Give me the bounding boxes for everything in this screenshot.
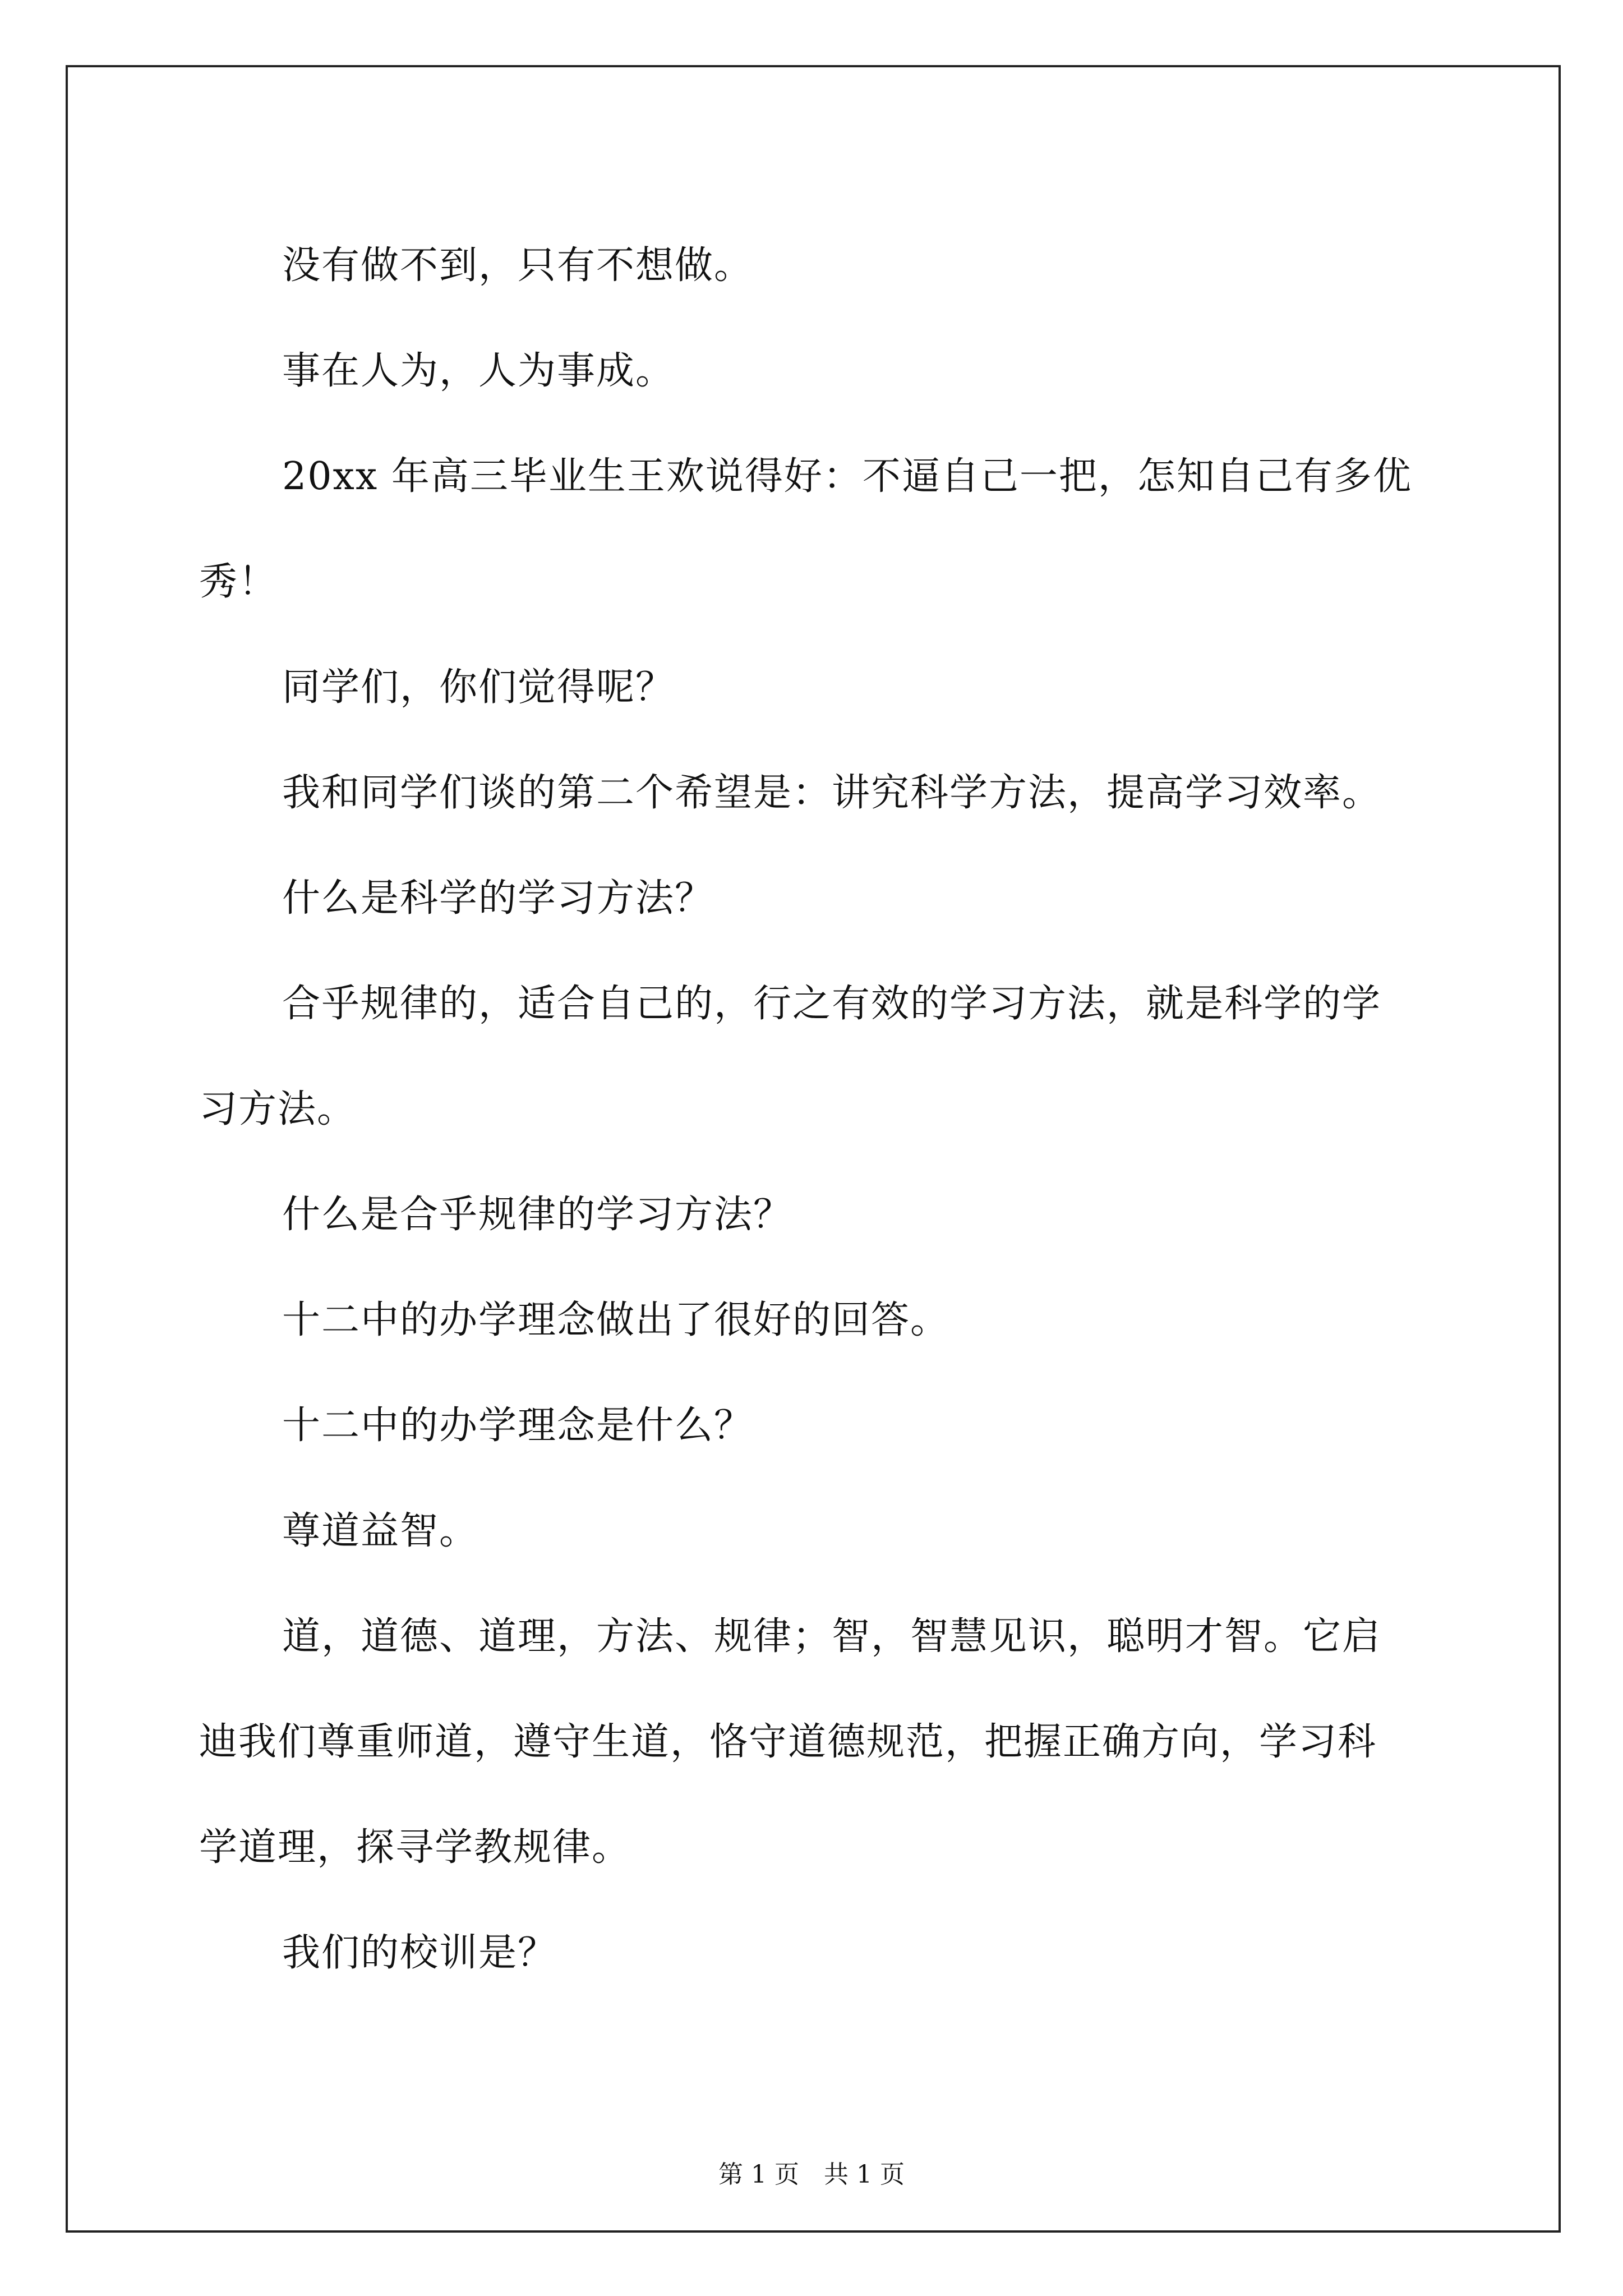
paragraph-line: 20xx 年高三毕业生王欢说得好：不逼自己一把，怎知自己有多优 <box>282 454 1412 499</box>
paragraph-line: 合乎规律的，适合自己的，行之有效的学习方法，就是科学的学 <box>282 982 1382 1026</box>
page-number-footer: 第 1 页 共 1 页 <box>718 2160 905 2189</box>
paragraph-line: 什么是合乎规律的学习方法？ <box>282 1193 793 1237</box>
document-body <box>199 213 1438 2006</box>
paragraph-line: 习方法。 <box>199 1087 357 1131</box>
paragraph-line: 没有做不到，只有不想做。 <box>282 243 754 288</box>
paragraph-line: 我和同学们谈的第二个希望是：讲究科学方法，提高学习效率。 <box>282 771 1382 815</box>
paragraph-line: 学道理，探寻学教规律。 <box>199 1825 631 1870</box>
paragraph-line: 同学们，你们觉得呢？ <box>282 665 675 710</box>
paragraph-line: 秀！ <box>199 560 278 604</box>
paragraph-line: 事在人为，人为事成。 <box>282 349 675 393</box>
paragraph-line: 十二中的办学理念是什么？ <box>282 1404 754 1448</box>
paragraph-line: 尊道益智。 <box>282 1509 479 1553</box>
paragraph-line: 道，道德、道理，方法、规律；智，智慧见识，聪明才智。它启 <box>282 1614 1382 1659</box>
paragraph-line: 迪我们尊重师道，遵守生道，恪守道德规范，把握正确方向，学习科 <box>199 1720 1377 1764</box>
paragraph-line: 我们的校训是？ <box>282 1931 557 1975</box>
paragraph-line: 十二中的办学理念做出了很好的回答。 <box>282 1298 950 1342</box>
paragraph-line: 什么是科学的学习方法？ <box>282 876 714 921</box>
